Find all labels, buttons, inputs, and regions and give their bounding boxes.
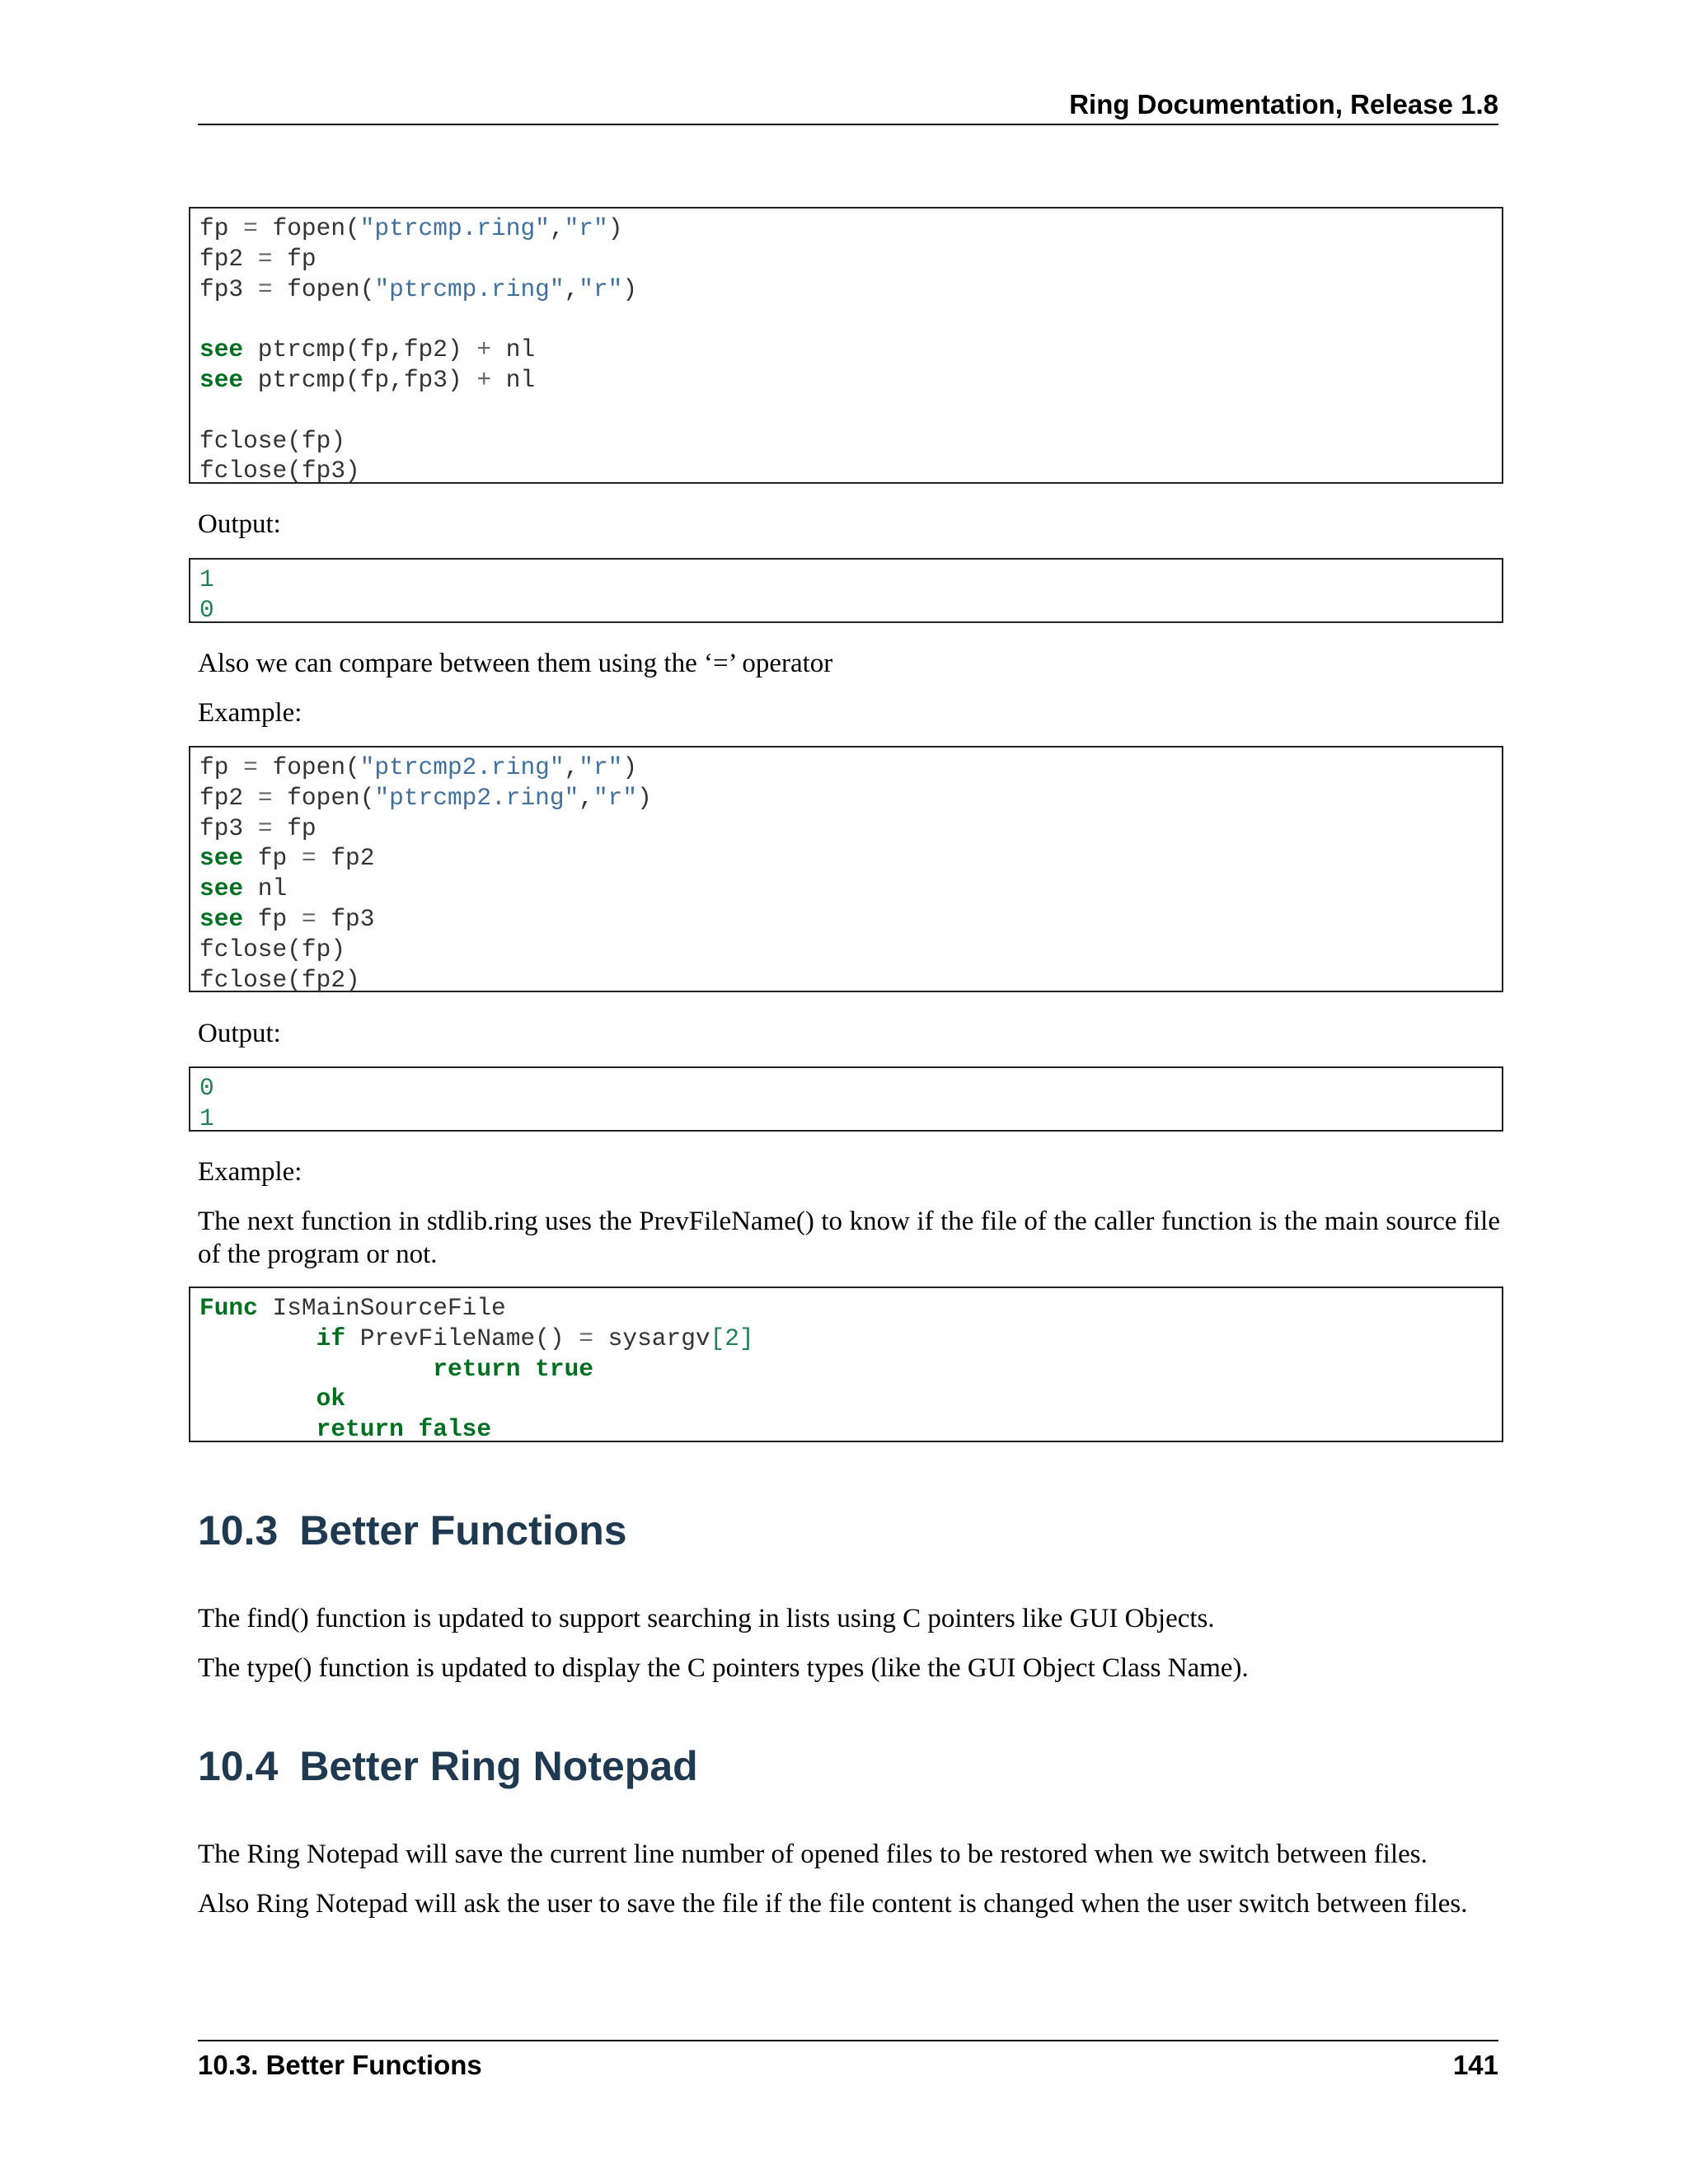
running-footer — [198, 2040, 1498, 2081]
code-block-ismainsourcefile — [189, 1286, 1503, 1442]
code-token: fclose(fp) — [199, 426, 346, 455]
code-token: = — [257, 813, 273, 842]
header-title: Ring Documentation, Release 1.8 — [1069, 89, 1498, 120]
code-line — [199, 783, 1493, 813]
section-title-text: Better Functions — [299, 1507, 627, 1554]
code-block-compare — [189, 746, 1503, 992]
code-line — [199, 1073, 1493, 1104]
code-token: fopen( — [257, 214, 360, 242]
code-line — [199, 244, 1493, 274]
code-token: ) — [607, 214, 623, 242]
code-line — [199, 565, 1493, 595]
code-token: ptrcmp(fp,fp3) — [243, 365, 477, 394]
code-token: fp — [272, 244, 316, 273]
code-line — [199, 1293, 1493, 1324]
code-token: 1 — [199, 565, 214, 593]
code-line — [199, 396, 1493, 426]
code-token: fp3 — [199, 274, 258, 303]
code-token: see — [199, 365, 244, 394]
code-token: see — [199, 904, 244, 933]
code-token: "ptrcmp.ring" — [374, 274, 565, 303]
code-token: fclose(fp2) — [199, 965, 360, 994]
code-token: 1 — [199, 1104, 214, 1132]
code-block-ptrcmp — [189, 207, 1503, 484]
code-line — [199, 365, 1493, 396]
code-token: + — [476, 365, 492, 394]
code-line — [199, 274, 1493, 305]
code-token: fp2 — [316, 844, 375, 873]
code-token: fp — [243, 844, 302, 873]
code-token: "r" — [593, 783, 638, 812]
page-number: 141 — [1452, 2050, 1498, 2080]
code-line — [199, 213, 1493, 244]
code-token: fp — [272, 813, 316, 842]
code-token: + — [476, 335, 492, 364]
code-token: fclose(fp3) — [199, 457, 360, 485]
code-token: 0 — [199, 595, 214, 624]
code-token — [199, 1355, 433, 1383]
code-token: , — [564, 274, 579, 303]
code-token: fp — [199, 753, 244, 781]
code-line — [199, 1384, 1493, 1414]
code-token: [2] — [710, 1324, 754, 1352]
output-label-1: Output: — [198, 509, 281, 539]
code-token: fopen( — [272, 783, 375, 812]
code-token: Func — [199, 1294, 258, 1322]
code-token: = — [243, 753, 258, 781]
code-token: fopen( — [272, 274, 375, 303]
code-line — [199, 752, 1493, 783]
code-token: nl — [243, 874, 288, 903]
code-token: = — [301, 844, 316, 873]
code-line — [199, 304, 1493, 335]
code-token: = — [301, 904, 316, 933]
code-token: nl — [491, 335, 536, 364]
code-token: fp2 — [199, 783, 258, 812]
code-token: return true — [433, 1354, 593, 1383]
code-token: = — [243, 214, 258, 242]
paragraph-notepad-line-number: The Ring Notepad will save the current line number of opened files to be restored when we switch between files. — [198, 1840, 1428, 1869]
example-label-2: Example: — [198, 1157, 302, 1187]
code-token: 0 — [199, 1074, 214, 1102]
code-token: see — [199, 844, 244, 873]
code-token: "ptrcmp.ring" — [359, 214, 550, 242]
code-token: fp2 — [199, 244, 258, 273]
example-label-1: Example: — [198, 698, 302, 728]
paragraph-find: The find() function is updated to support searching in lists using C pointers like GUI Objects. — [198, 1604, 1215, 1633]
running-header — [198, 89, 1498, 125]
code-token: sysargv — [593, 1324, 710, 1352]
code-line — [199, 843, 1493, 874]
code-token: ) — [622, 753, 638, 781]
code-line — [199, 874, 1493, 904]
code-line — [199, 1414, 1493, 1445]
code-token: IsMainSourceFile — [257, 1294, 506, 1322]
section-number: 10.4 — [198, 1743, 279, 1789]
code-token: = — [579, 1324, 593, 1352]
code-line — [199, 965, 1493, 996]
code-token: ) — [622, 274, 638, 303]
code-line — [199, 595, 1493, 626]
code-token: , — [579, 783, 593, 812]
paragraph-compare: Also we can compare between them using the ‘=’ operator — [198, 649, 833, 678]
section-number: 10.3 — [198, 1507, 279, 1554]
code-token: see — [199, 335, 244, 364]
code-token: ptrcmp(fp,fp2) — [243, 335, 477, 364]
code-token: , — [549, 214, 565, 242]
code-token: "ptrcmp2.ring" — [374, 783, 579, 812]
code-line — [199, 813, 1493, 844]
code-token: "r" — [579, 274, 623, 303]
code-token: "r" — [579, 753, 623, 781]
code-line — [199, 1104, 1493, 1134]
code-line — [199, 1354, 1493, 1385]
code-token: ok — [316, 1385, 346, 1413]
code-token: fp3 — [199, 813, 258, 842]
code-token: , — [564, 753, 579, 781]
footer-section: 10.3. Better Functions — [198, 2050, 482, 2080]
code-token: = — [257, 783, 273, 812]
code-token: "r" — [564, 214, 608, 242]
code-line — [199, 335, 1493, 365]
code-token: = — [257, 274, 273, 303]
code-token: ) — [637, 783, 652, 812]
code-line — [199, 1324, 1493, 1354]
code-token — [199, 1324, 316, 1352]
code-token: fp3 — [316, 904, 375, 933]
paragraph-prevfilename: The next function in stdlib.ring uses the PrevFileName() to know if the file of the caller function is the main source file of the program or not. — [198, 1207, 1500, 1269]
code-line — [199, 904, 1493, 935]
code-token: = — [257, 244, 273, 273]
paragraph-type: The type() function is updated to display the C pointers types (like the GUI Object Class Name). — [198, 1653, 1249, 1683]
code-token: fp — [199, 214, 244, 242]
code-token: return false — [316, 1415, 492, 1444]
code-token: fp — [243, 904, 302, 933]
code-line — [199, 456, 1493, 486]
code-token: if — [316, 1324, 346, 1352]
code-line — [199, 426, 1493, 457]
code-line — [199, 935, 1493, 965]
code-token: fopen( — [257, 753, 360, 781]
paragraph-notepad-save: Also Ring Notepad will ask the user to save the file if the file content is changed when the user switch between files. — [198, 1889, 1468, 1919]
code-token: "ptrcmp2.ring" — [359, 753, 565, 781]
output-block-1 — [189, 558, 1503, 623]
code-token: see — [199, 874, 244, 903]
output-block-2 — [189, 1066, 1503, 1132]
section-heading-better-functions — [198, 1507, 627, 1554]
code-token: nl — [491, 365, 536, 394]
code-token — [199, 1415, 316, 1443]
code-token: fclose(fp) — [199, 935, 346, 963]
section-title-text: Better Ring Notepad — [299, 1743, 698, 1789]
output-label-2: Output: — [198, 1019, 281, 1048]
section-heading-better-ring-notepad — [198, 1742, 698, 1790]
code-token — [199, 1385, 316, 1413]
code-token: PrevFileName() — [345, 1324, 579, 1352]
